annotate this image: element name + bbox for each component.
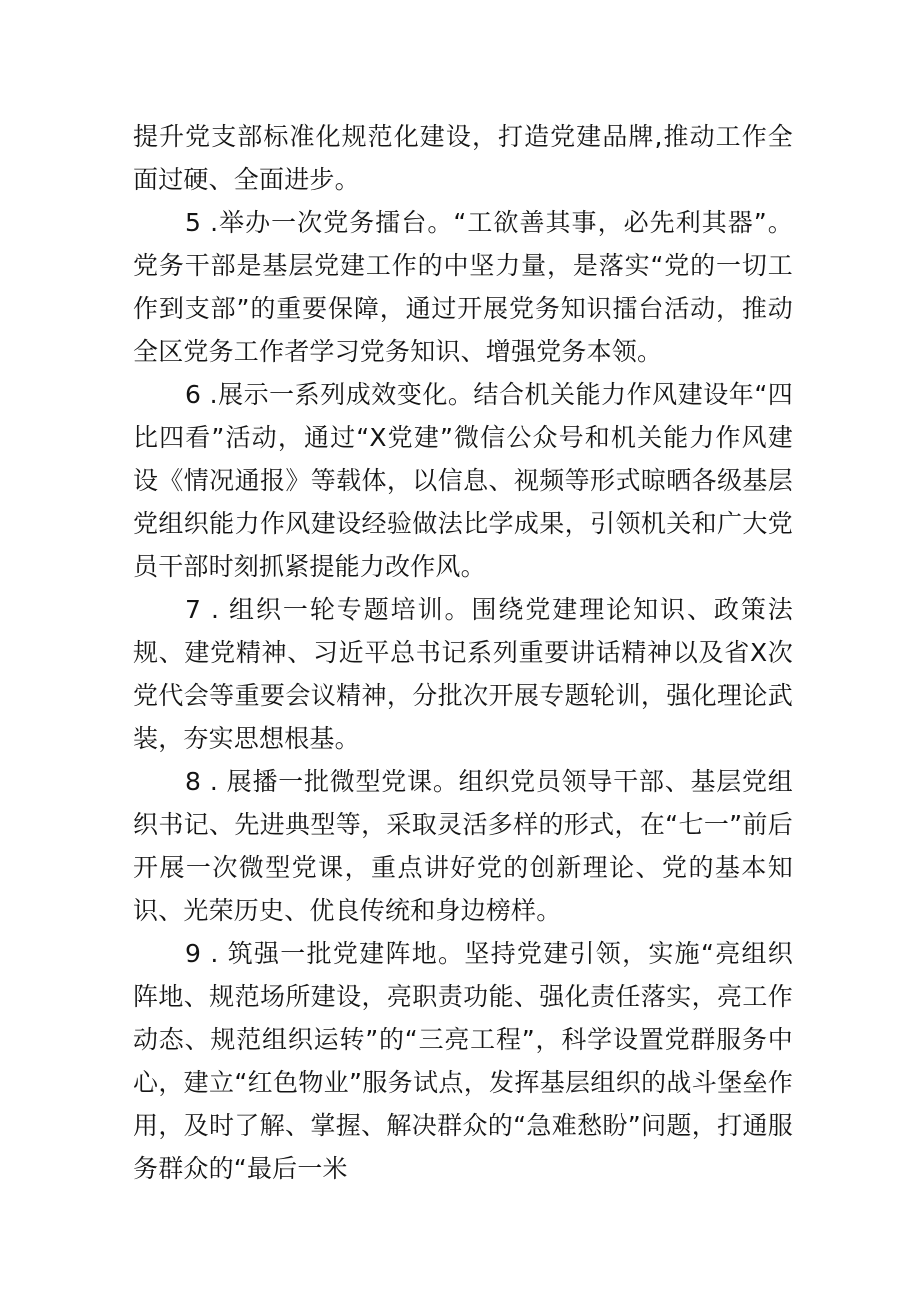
document-body [133,115,793,1190]
paragraph-continuation: 提升党支部标准化规范化建设，打造党建品牌,推动工作全面过硬、全面进步。 [133,122,793,194]
paragraph-item-9: 9 . 筑强一批党建阵地。坚持党建引领，实施“亮组织阵地、规范场所建设，亮职责功能、强化责任落实，亮工作动态、规范组织运转”的“三亮工程”，科学设置党群服务中心，建立“红色物业”服务试点，发挥基层组织的战斗堡垒作用，及时了解、掌握、解决群众的“急难愁盼”问题，打通服务群众的“最后一米 [133,939,793,1183]
paragraph-item-6: 6 .展示一系列成效变化。结合机关能力作风建设年“四比四看”活动，通过“X党建”微信公众号和机关能力作风建设《情况通报》等载体，以信息、视频等形式晾晒各级基层党组织能力作风建设经验做法比学成果，引领机关和广大党员干部时刻抓紧提能力改作风。 [133,380,793,581]
paragraph-item-8: 8 . 展播一批微型党课。组织党员领导干部、基层党组织书记、先进典型等，采取灵活多样的形式，在“七一”前后开展一次微型党课，重点讲好党的创新理论、党的基本知识、光荣历史、优良传统和身边榜样。 [133,767,793,925]
paragraph-item-7: 7 . 组织一轮专题培训。围绕党建理论知识、政策法规、建党精神、习近平总书记系列重要讲话精神以及省X次党代会等重要会议精神，分批次开展专题轮训，强化理论武装，夯实思想根基。 [133,595,793,753]
paragraph-item-5: 5 .举办一次党务擂台。“工欲善其事，必先利其器”。党务干部是基层党建工作的中坚力量，是落实“党的一切工作到支部”的重要保障，通过开展党务知识擂台活动，推动全区党务工作者学习党务知识、增强党务本领。 [133,208,793,366]
